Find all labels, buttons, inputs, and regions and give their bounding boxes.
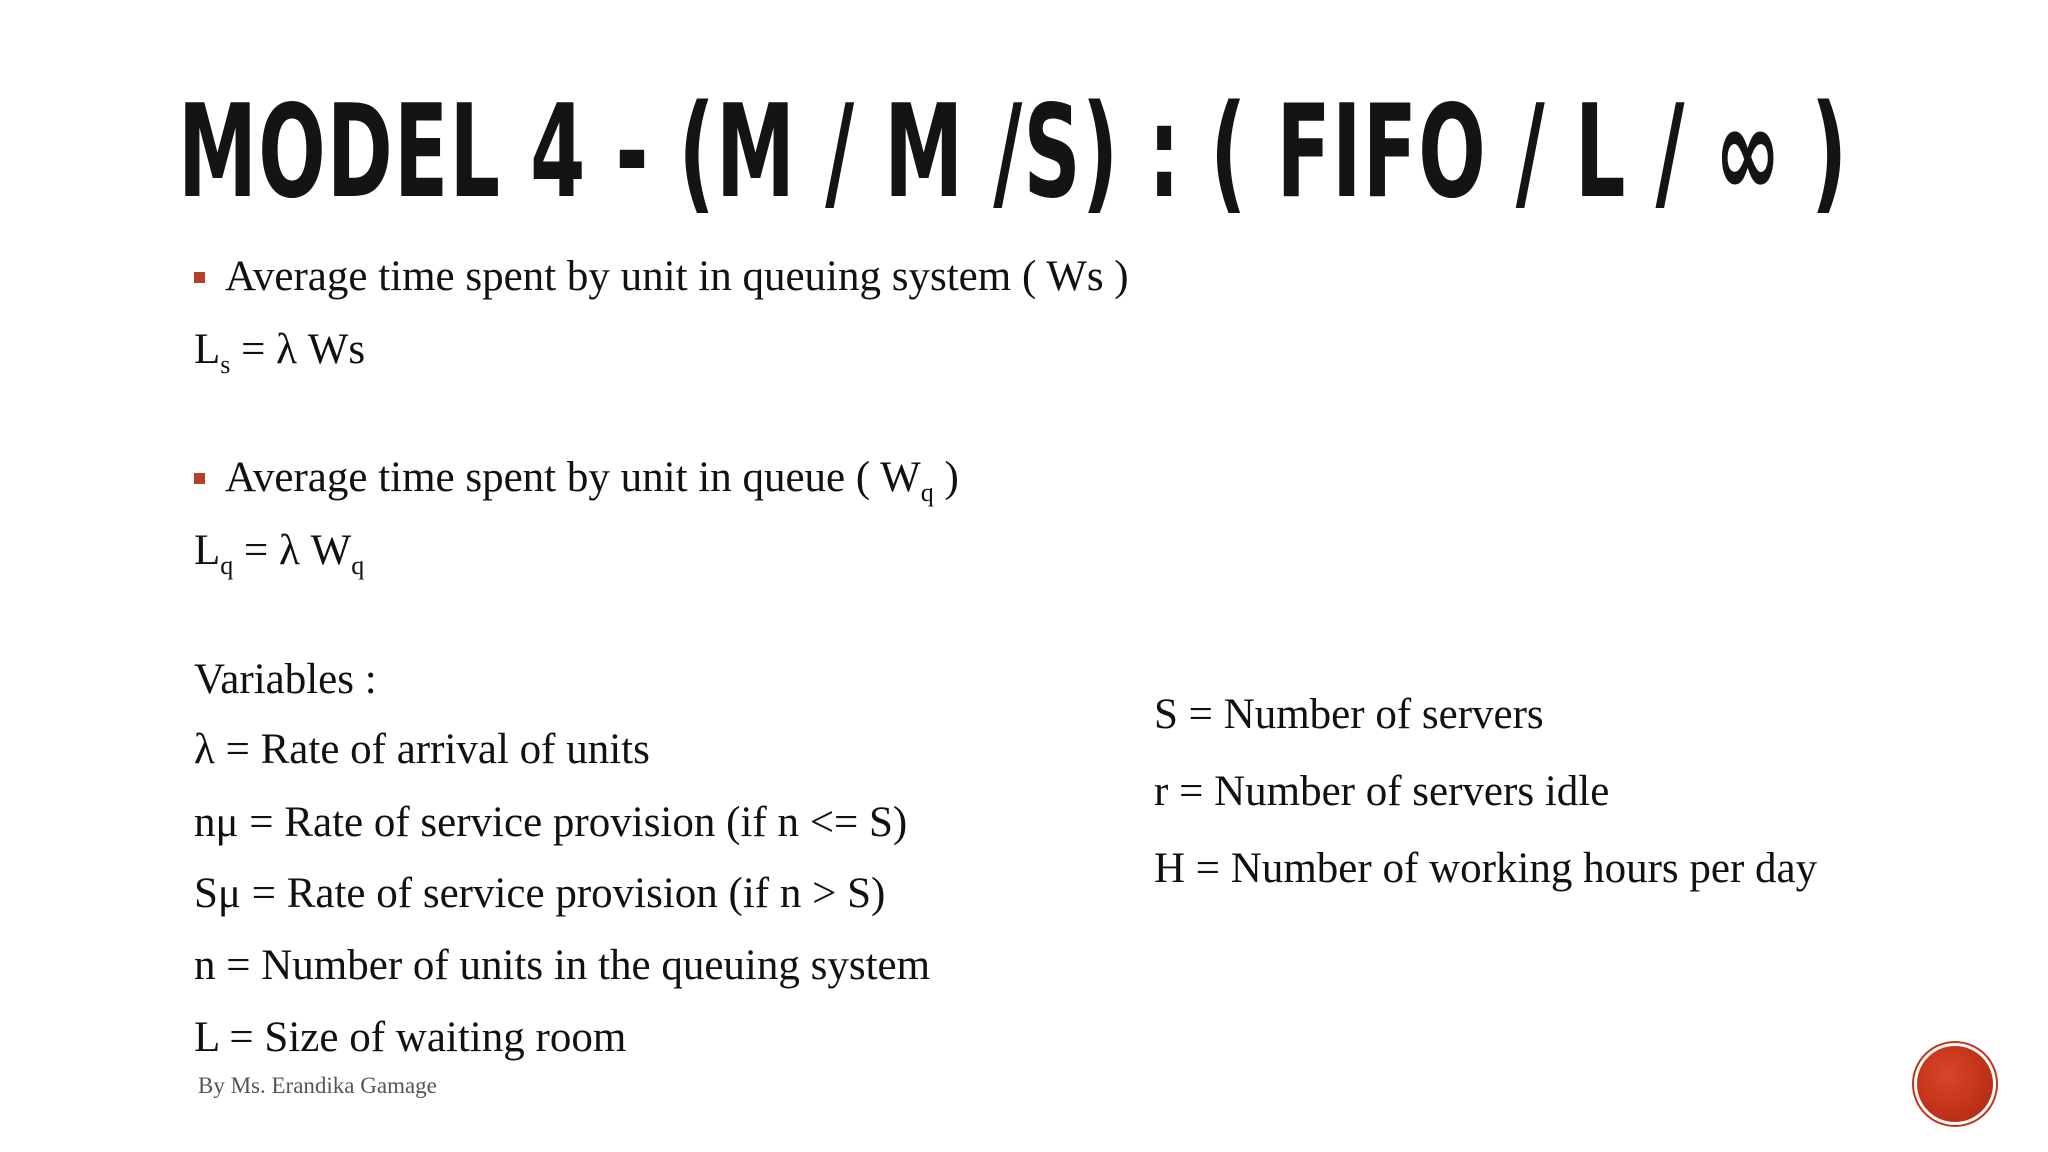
bullet-square-icon <box>194 473 205 484</box>
variable-n: n = Number of units in the queuing system <box>194 942 931 989</box>
formula-lhs: L <box>194 326 221 373</box>
variable-l: L = Size of waiting room <box>194 1014 627 1061</box>
bullet-text <box>225 452 959 507</box>
variable-n-mu: nμ = Rate of service provision (if n <= S) <box>194 799 908 846</box>
variable-s-mu: Sμ = Rate of service provision (if n > S) <box>194 870 886 917</box>
bullet-square-icon <box>194 272 205 283</box>
bullet-text-before: Average time spent by unit in queue ( W <box>225 454 921 501</box>
formula-lhs-subscript: q <box>220 551 234 580</box>
variable-r: r = Number of servers idle <box>1154 768 1610 815</box>
formula-lhs-subscript: s <box>220 350 231 379</box>
formula-ls <box>194 324 366 379</box>
variables-heading: Variables : <box>194 656 377 703</box>
author-footer: By Ms. Erandika Gamage <box>198 1073 437 1098</box>
formula-rhs-subscript: q <box>351 551 365 580</box>
formula-rhs: = λ Ws <box>230 326 366 373</box>
slide-title: MODEL 4 - (M / M /S) : ( FIFO / L / ∞ ) <box>178 78 1849 227</box>
bullet-text: Average time spent by unit in queuing system ( Ws ) <box>225 253 1129 300</box>
bullet-text-subscript: q <box>920 478 934 507</box>
variable-h: H = Number of working hours per day <box>1154 845 1818 892</box>
variable-lambda: λ = Rate of arrival of units <box>194 726 650 773</box>
next-slide-button[interactable] <box>1917 1046 1993 1122</box>
formula-lq <box>194 525 365 580</box>
formula-lhs: L <box>194 527 221 574</box>
variable-s: S = Number of servers <box>1154 691 1544 738</box>
formula-mid: = λ W <box>233 527 352 574</box>
bullet-text-after: ) <box>933 454 959 501</box>
